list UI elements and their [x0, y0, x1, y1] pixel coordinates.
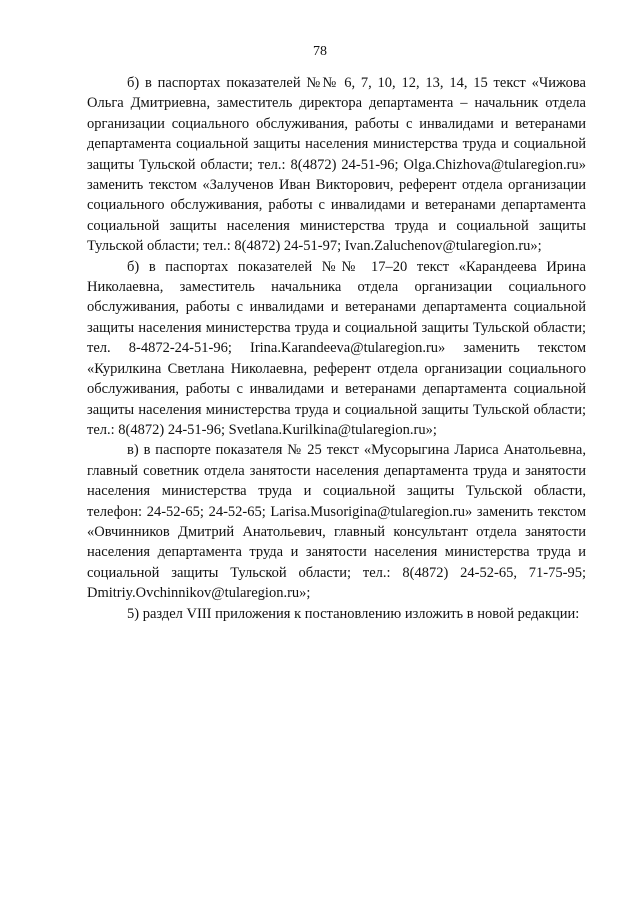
- paragraph-passports-17-20: б) в паспортах показателей №№ 17–20 текст «Карандеева Ирина Николаевна, заместитель начальника отдела организации социального обслуживания, работы с инвалидами и ветеранами департамента социальной защиты населения министерства труда и социальной защиты Тульской области; тел. 8-4872-24-51-96; Irina.Karandeeva@tularegion.ru» заменить текстом «Курилкина Светлана Николаевна, референт отдела организации социального обслуживания, работы с инвалидами и ветеранами департамента социальной защиты населения министерства труда и социальной защиты Тульской области; тел.: 8(4872) 24-51-96; Svetlana.Kurilkina@tularegion.ru»;: [87, 258, 586, 438]
- page-number: 78: [313, 44, 327, 59]
- paragraph-section-viii: 5) раздел VIII приложения к постановлению изложить в новой редакции:: [127, 605, 580, 622]
- paragraph-passport-25: в) в паспорте показателя № 25 текст «Мусорыгина Лариса Анатольевна, главный советник отдела занятости населения департамента труда и занятости населения министерства труда и социальной защиты Тульской области, телефон: 24-52-65; 24-52-65; Larisa.Musorigina@tularegion.ru» заменить текстом «Овчинников Дмитрий Анатольевич, главный консультант отдела занятости населения департамента труда и занятости населения министерства труда и социальной защиты Тульской области; тел.: 8(4872) 24-52-65, 71-75-95; Dmitriy.Ovchinnikov@tularegion.ru»;: [87, 442, 586, 602]
- paragraph-passports-6-15: б) в паспортах показателей №№ 6, 7, 10, 12, 13, 14, 15 текст «Чижова Ольга Дмитриевна, заместитель директора департамента – начальник отдела организации социального обслуживания, работы с инвалидами и ветеранами департамента социальной защиты населения министерства труда и социальной защиты Тульской области; тел.: 8(4872) 24-51-96; Olga.Chizhova@tularegion.ru» заменить текстом «Залученов Иван Викторович, референт отдела организации социального обслуживания, работы с инвалидами и ветеранами департамента социальной защиты населения министерства труда и социальной защиты Тульской области; тел.: 8(4872) 24-51-97; Ivan.Zaluchenov@tularegion.ru»;: [87, 75, 586, 255]
- document-body: [87, 73, 586, 624]
